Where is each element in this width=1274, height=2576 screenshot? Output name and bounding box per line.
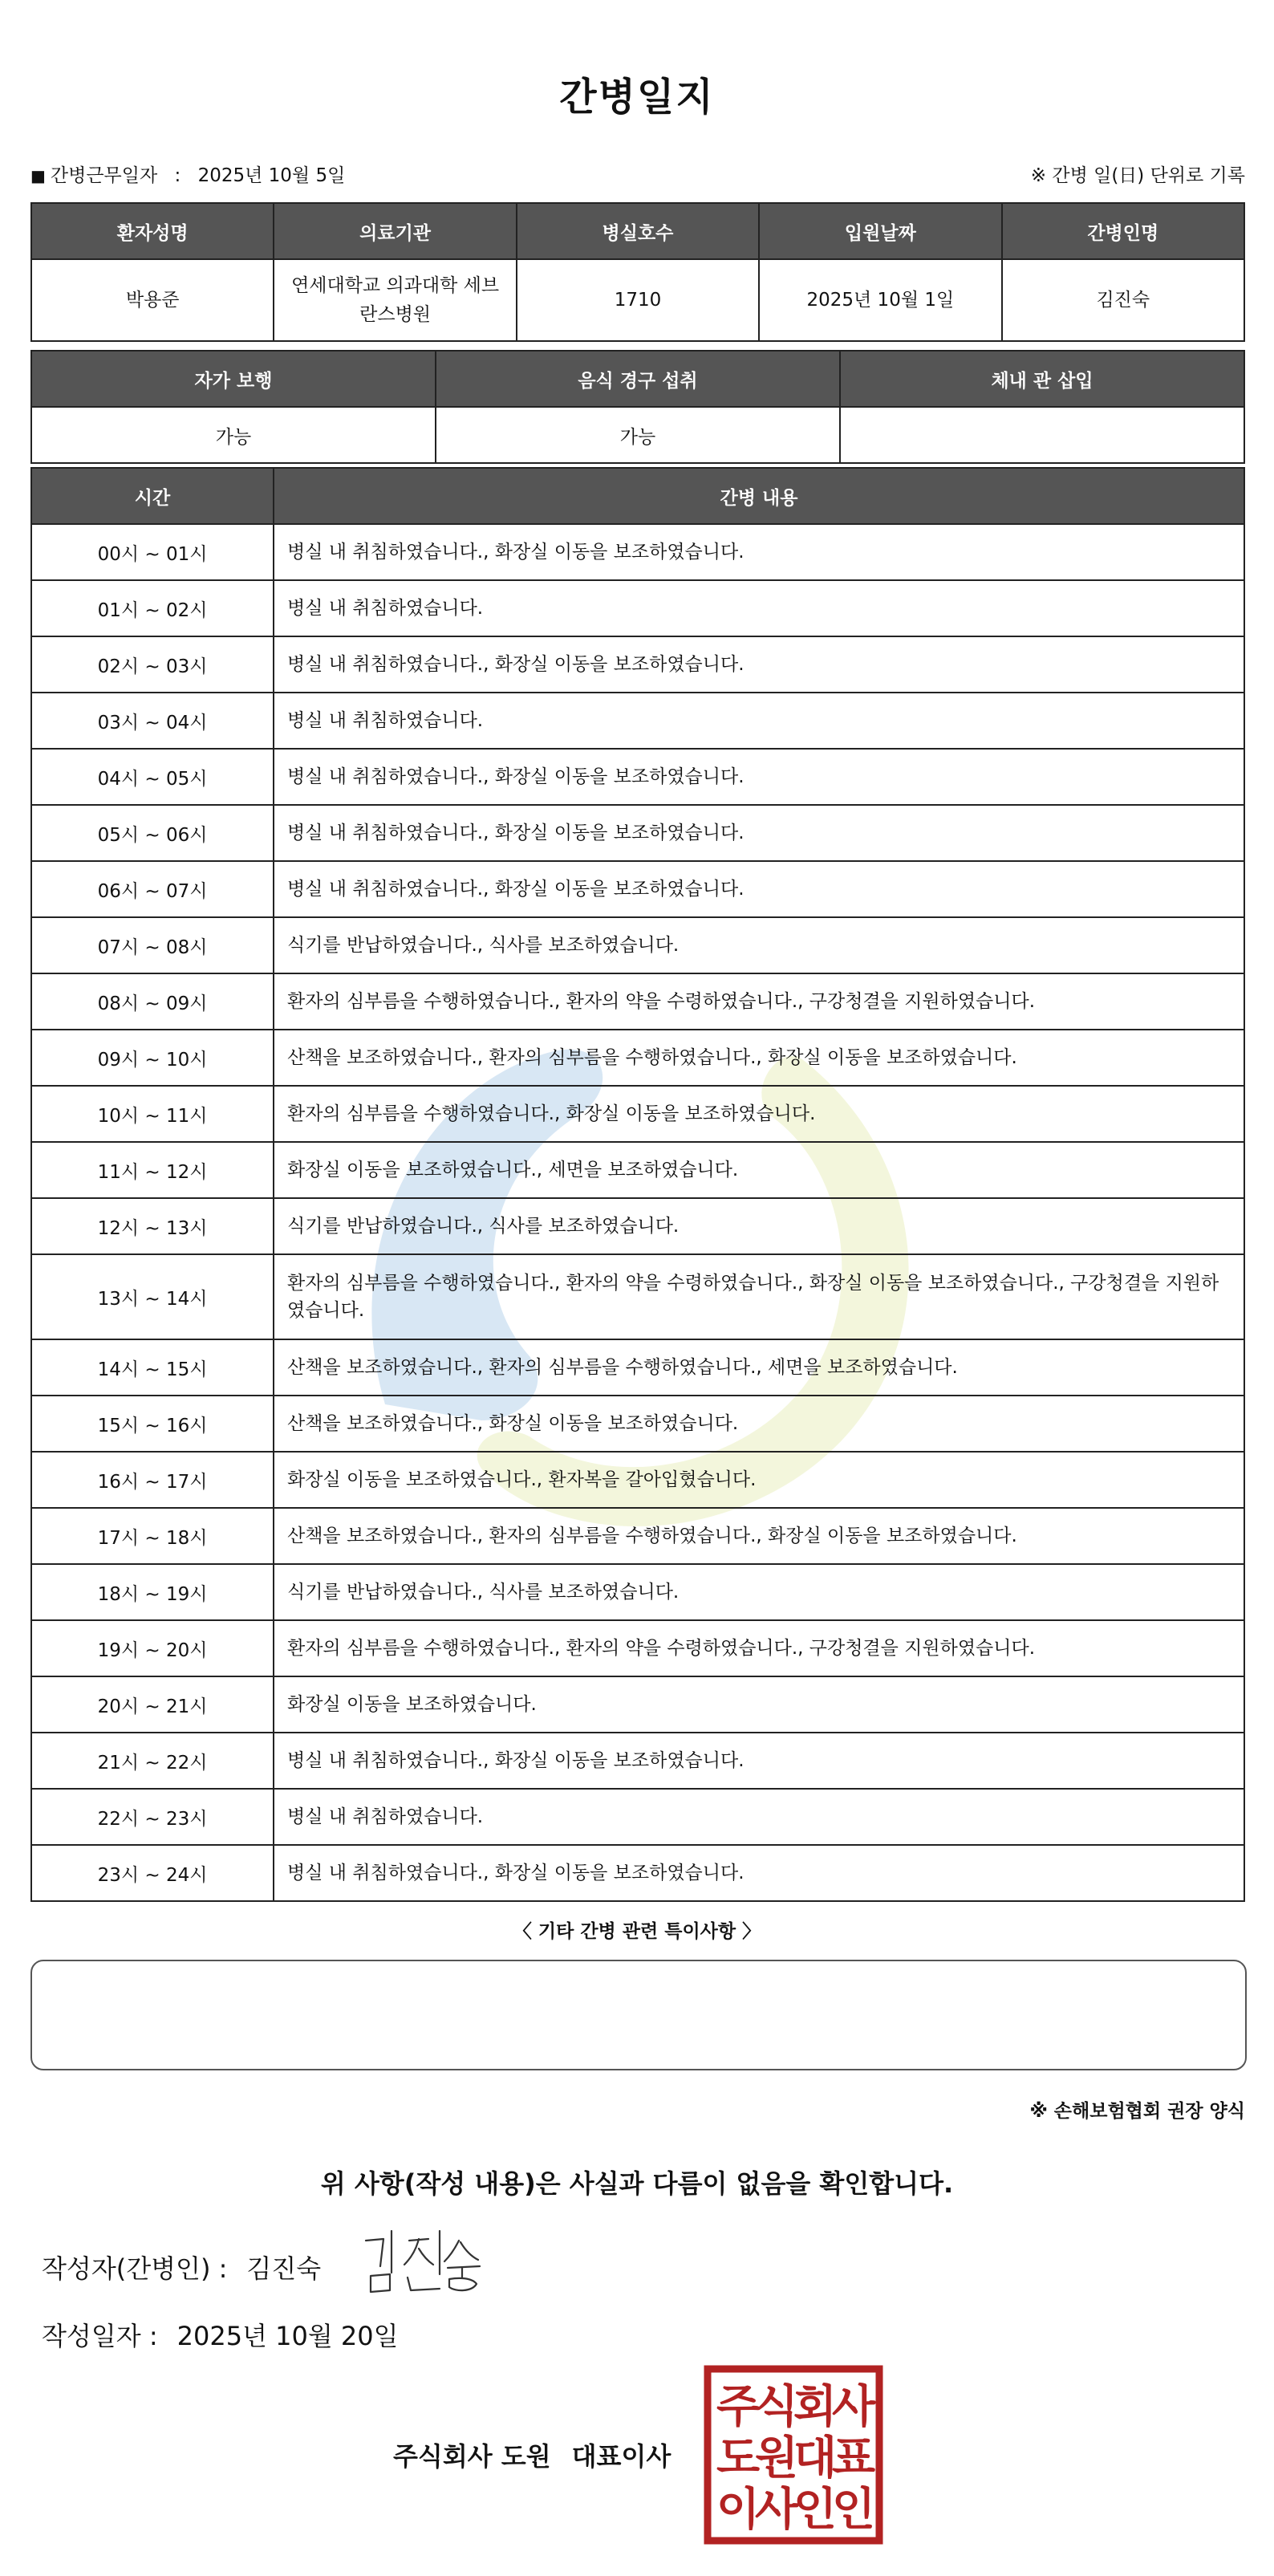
- log-content: 식기를 반납하였습니다., 식사를 보조하였습니다.: [274, 917, 1244, 973]
- log-time: 18시 ~ 19시: [31, 1564, 274, 1620]
- log-content: 산책을 보조하였습니다., 환자의 심부름을 수행하였습니다., 화장실 이동을 보조하였습니다.: [274, 1508, 1244, 1564]
- log-content: 식기를 반납하였습니다., 식사를 보조하였습니다.: [274, 1564, 1244, 1620]
- log-time: 10시 ~ 11시: [31, 1086, 274, 1142]
- special-notes-title: 〈 기타 간병 관련 특이사항 〉: [513, 1921, 761, 1942]
- svg-text:도: 도: [716, 2432, 761, 2485]
- log-content: 환자의 심부름을 수행하였습니다., 환자의 약을 수령하였습니다., 구강청결을 지원하였습니다.: [274, 1620, 1244, 1676]
- log-time: 06시 ~ 07시: [31, 861, 274, 917]
- special-notes-box: [30, 1960, 1247, 2070]
- log-time: 21시 ~ 22시: [31, 1733, 274, 1789]
- table-row: [31, 805, 1244, 861]
- log-content: 병실 내 취침하였습니다., 화장실 이동을 보조하였습니다.: [274, 1733, 1244, 1789]
- table-row: [31, 636, 1244, 693]
- log-content: 병실 내 취침하였습니다., 화장실 이동을 보조하였습니다.: [274, 636, 1244, 693]
- svg-text:인: 인: [793, 2484, 838, 2536]
- writer-name: 김진숙: [246, 2253, 322, 2284]
- log-time: 17시 ~ 18시: [31, 1508, 274, 1564]
- log-content: 식기를 반납하였습니다., 식사를 보조하였습니다.: [274, 1198, 1244, 1254]
- log-time: 19시 ~ 20시: [31, 1620, 274, 1676]
- confirmation-statement: 위 사항(작성 내용)은 사실과 다름이 없음을 확인합니다.: [320, 2168, 954, 2199]
- log-content: 화장실 이동을 보조하였습니다., 환자복을 갈아입혔습니다.: [274, 1452, 1244, 1508]
- header-care-content: 간병 내용: [274, 468, 1244, 524]
- log-content: 병실 내 취침하였습니다., 화장실 이동을 보조하였습니다.: [274, 861, 1244, 917]
- hospital-name: 연세대학교 의과대학 세브란스병원: [274, 259, 516, 341]
- company-seal-stamp: [703, 2364, 884, 2546]
- table-row: [31, 1339, 1244, 1396]
- table-row: [31, 693, 1244, 749]
- svg-text:대: 대: [793, 2432, 838, 2485]
- log-time: 23시 ~ 24시: [31, 1845, 274, 1901]
- patient-name: 박용준: [31, 259, 274, 341]
- log-content: 병실 내 취침하였습니다.: [274, 1789, 1244, 1845]
- written-date-line: [42, 2316, 399, 2353]
- svg-text:주: 주: [716, 2381, 761, 2433]
- handwritten-signature: [359, 2225, 504, 2297]
- log-content: 화장실 이동을 보조하였습니다., 세면을 보조하였습니다.: [274, 1142, 1244, 1198]
- svg-text:회: 회: [793, 2381, 838, 2433]
- header-patient-name: 환자성명: [31, 203, 274, 259]
- log-time: 00시 ~ 01시: [31, 524, 274, 580]
- company-name: 주식회사 도원: [393, 2441, 551, 2472]
- log-time: 20시 ~ 21시: [31, 1676, 274, 1733]
- self-walking-value: 가능: [31, 407, 436, 463]
- header-time: 시간: [31, 468, 274, 524]
- oral-intake-value: 가능: [436, 407, 840, 463]
- svg-text:사: 사: [831, 2381, 876, 2433]
- log-time: 13시 ~ 14시: [31, 1254, 274, 1339]
- patient-function-table: [30, 350, 1245, 464]
- table-row: [31, 1508, 1244, 1564]
- log-time: 14시 ~ 15시: [31, 1339, 274, 1396]
- log-time: 01시 ~ 02시: [31, 580, 274, 636]
- table-row: [31, 524, 1244, 580]
- work-date-sep: :: [174, 165, 181, 186]
- table-row: [31, 1086, 1244, 1142]
- log-time: 03시 ~ 04시: [31, 693, 274, 749]
- table-row: [31, 1789, 1244, 1845]
- work-date-value: 2025년 10월 5일: [197, 165, 346, 186]
- patient-info-value-row: [31, 259, 1244, 341]
- log-content: 환자의 심부름을 수행하였습니다., 환자의 약을 수령하였습니다., 구강청결을 지원하였습니다.: [274, 973, 1244, 1030]
- table-row: [31, 1452, 1244, 1508]
- log-time: 02시 ~ 03시: [31, 636, 274, 693]
- log-content: 병실 내 취침하였습니다.: [274, 693, 1244, 749]
- work-date: [30, 160, 345, 187]
- log-content: 병실 내 취침하였습니다.: [274, 580, 1244, 636]
- header-tube-insertion: 체내 관 삽입: [840, 351, 1244, 407]
- table-row: [31, 1030, 1244, 1086]
- log-time: 12시 ~ 13시: [31, 1198, 274, 1254]
- header-oral-intake: 음식 경구 섭취: [436, 351, 840, 407]
- log-content: 병실 내 취침하였습니다., 화장실 이동을 보조하였습니다.: [274, 805, 1244, 861]
- table-row: [31, 1142, 1244, 1198]
- written-date-value: 2025년 10월 20일: [176, 2321, 399, 2351]
- header-room-number: 병실호수: [517, 203, 759, 259]
- table-row: [31, 917, 1244, 973]
- log-time: 05시 ~ 06시: [31, 805, 274, 861]
- log-time: 22시 ~ 23시: [31, 1789, 274, 1845]
- log-content: 산책을 보조하였습니다., 화장실 이동을 보조하였습니다.: [274, 1396, 1244, 1452]
- writer-label: 작성자(간병인) :: [42, 2253, 228, 2284]
- bullet-square-icon: ■: [30, 166, 46, 185]
- log-time: 04시 ~ 05시: [31, 749, 274, 805]
- svg-text:원: 원: [754, 2432, 799, 2485]
- log-content: 병실 내 취침하였습니다., 화장실 이동을 보조하였습니다.: [274, 524, 1244, 580]
- svg-text:이: 이: [716, 2484, 761, 2536]
- patient-info-header-row: [31, 203, 1244, 259]
- table-row: [31, 1396, 1244, 1452]
- svg-text:사: 사: [754, 2484, 799, 2536]
- work-date-label: 간병근무일자: [50, 165, 158, 186]
- log-content: 환자의 심부름을 수행하였습니다., 환자의 약을 수령하였습니다., 화장실 이동을 보조하였습니다., 구강청결을 지원하였습니다.: [274, 1254, 1244, 1339]
- table-row: [31, 1564, 1244, 1620]
- admission-date: 2025년 10월 1일: [759, 259, 1001, 341]
- table-row: [31, 580, 1244, 636]
- table-row: [31, 1733, 1244, 1789]
- log-content: 산책을 보조하였습니다., 환자의 심부름을 수행하였습니다., 화장실 이동을 보조하였습니다.: [274, 1030, 1244, 1086]
- function-value-row: [31, 407, 1244, 463]
- table-row: [31, 1198, 1244, 1254]
- table-row: [31, 749, 1244, 805]
- log-time: 07시 ~ 08시: [31, 917, 274, 973]
- room-number: 1710: [517, 259, 759, 341]
- log-content: 산책을 보조하였습니다., 환자의 심부름을 수행하였습니다., 세면을 보조하였습니다.: [274, 1339, 1244, 1396]
- svg-text:인: 인: [831, 2484, 876, 2536]
- table-row: [31, 861, 1244, 917]
- daily-record-note: ※ 간병 일(日) 단위로 기록: [1030, 165, 1245, 186]
- caregiver-name: 김진숙: [1002, 259, 1244, 341]
- table-row: [31, 1845, 1244, 1901]
- patient-info-table: [30, 202, 1245, 342]
- log-time: 16시 ~ 17시: [31, 1452, 274, 1508]
- recommended-form-note: ※ 손해보험협회 권장 양식: [1029, 2101, 1245, 2122]
- svg-text:표: 표: [831, 2432, 876, 2485]
- function-header-row: [31, 351, 1244, 407]
- log-content: 환자의 심부름을 수행하였습니다., 화장실 이동을 보조하였습니다.: [274, 1086, 1244, 1142]
- header-admission-date: 입원날짜: [759, 203, 1001, 259]
- log-content: 화장실 이동을 보조하였습니다.: [274, 1676, 1244, 1733]
- log-time: 15시 ~ 16시: [31, 1396, 274, 1452]
- header-hospital: 의료기관: [274, 203, 516, 259]
- log-content: 병실 내 취침하였습니다., 화장실 이동을 보조하였습니다.: [274, 749, 1244, 805]
- log-content: 병실 내 취침하였습니다., 화장실 이동을 보조하였습니다.: [274, 1845, 1244, 1901]
- table-row: [31, 1254, 1244, 1339]
- svg-text:식: 식: [754, 2381, 799, 2433]
- log-time: 11시 ~ 12시: [31, 1142, 274, 1198]
- document-title: 간병일지: [559, 75, 715, 120]
- table-row: [31, 1620, 1244, 1676]
- log-time: 08시 ~ 09시: [31, 973, 274, 1030]
- care-log-table: [30, 467, 1245, 1902]
- tube-insertion-value: [840, 407, 1244, 463]
- written-date-label: 작성일자 :: [42, 2321, 158, 2351]
- representative-title: 대표이사: [571, 2441, 671, 2472]
- table-row: [31, 973, 1244, 1030]
- header-caregiver-name: 간병인명: [1002, 203, 1244, 259]
- table-row: [31, 1676, 1244, 1733]
- log-time: 09시 ~ 10시: [31, 1030, 274, 1086]
- log-header-row: [31, 468, 1244, 524]
- header-self-walking: 자가 보행: [31, 351, 436, 407]
- company-signature-line: [393, 2436, 671, 2473]
- writer-line: [42, 2249, 321, 2285]
